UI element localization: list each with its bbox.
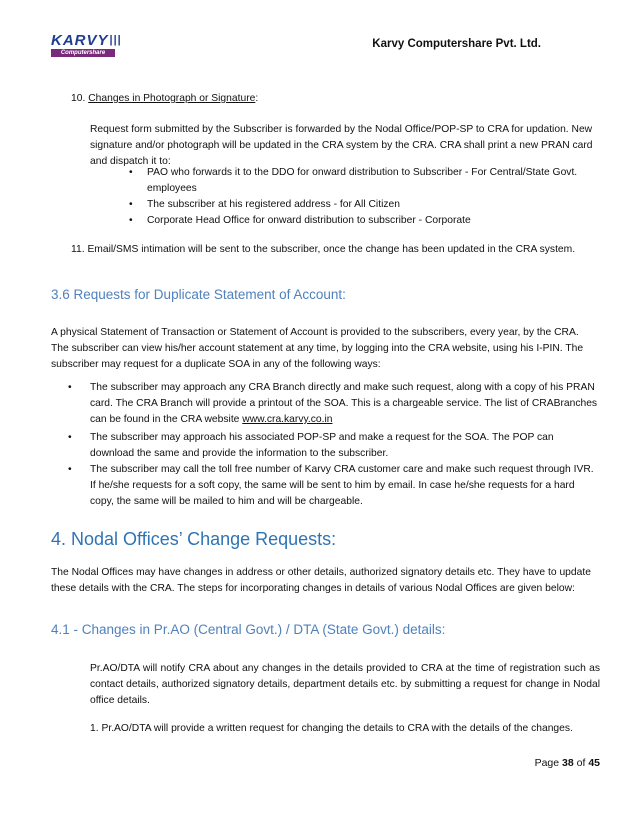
bullet-icon: • [129,199,133,210]
bullet-icon: • [68,432,72,443]
section-4-heading: 4. Nodal Offices’ Change Requests: [51,529,337,549]
item10-body: Request form submitted by the Subscriber is forwarded by the Nodal Office/POP-SP to CRA for updation. New signature and/or photograph will be updated in the CRA system by the CRA. CRA shall print a new PRAN card and dispatch it to: [90,124,593,167]
page-number: 38 [562,757,574,769]
item10-bullet-1: PAO who forwards it to the DDO for onward distribution to Subscriber - For Central/State Govt. employees [147,167,578,194]
page-footer [535,757,600,769]
item10-number: 10. [71,93,86,104]
bullet-1-text: The subscriber may approach any CRA Branch directly and make such request, along with a copy of his PRAN card. The CRA Branch will provide a printout of the SOA. This is a chargeable service. The list of CRABranches can be found in the CRA website [90,382,598,425]
section-3-6-bullet-3: The subscriber may call the toll free number of Karvy CRA customer care and make such request through IVR. If he/she requests for a soft copy, the same will be sent to him by email. In case he/she requests for a hard copy, the same will be mailed to him and will be chargeable. [90,464,594,507]
section-4-1-item-1-text: Pr.AO/DTA will provide a written request for changing the details to CRA with the details of the changes. [101,723,573,734]
section-3-6-bullet-2: The subscriber may approach his associated POP-SP and make a request for the SOA. The POP can download the same and provide the information to the subscriber. [90,432,554,459]
karvy-logo [51,33,127,57]
header-company-name: Karvy Computershare Pvt. Ltd. [372,38,541,50]
section-3-6-bullet-1 [90,380,600,428]
cra-website-link[interactable]: www.cra.karvy.co.in [242,414,333,425]
item10-bullet-3: Corporate Head Office for onward distribution to subscriber - Corporate [147,215,471,226]
logo-bars-icon: ||| [109,34,122,46]
section-4-1-heading: 4.1 - Changes in Pr.AO (Central Govt.) / DTA (State Govt.) details: [51,622,446,637]
logo-subtext: Computershare [51,49,115,57]
item10-title: Changes in Photograph or Signature [88,93,256,104]
logo-text: KARVY [51,32,109,49]
item10-heading [71,91,258,107]
section-3-6-intro: A physical Statement of Transaction or Statement of Account is provided to the subscribers, every year, by the CRA. The subscriber can view his/her account statement at any time, by logging into the CRA website, using his I-PIN. The subscriber may request for a duplicate SOA in any of the following ways: [51,327,584,370]
section-4-1-item-1 [90,721,610,737]
bullet-icon: • [129,215,133,226]
item10-colon: : [255,93,259,104]
page-label: Page [534,757,560,769]
item10-bullet-2: The subscriber at his registered address - for All Citizen [147,199,400,210]
total-pages: 45 [588,757,600,769]
bullet-icon: • [129,167,133,178]
bullet-icon: • [68,382,72,393]
item11 [71,242,611,258]
section-4-1-item-1-number: 1. [90,723,99,734]
item11-number: 11. [71,244,85,255]
section-3-6-heading: 3.6 Requests for Duplicate Statement of Account: [51,287,346,302]
of-label: of [576,757,586,769]
bullet-icon: • [68,464,72,475]
section-4-1-paragraph: Pr.AO/DTA will notify CRA about any changes in the details provided to CRA at the time of registration such as contact details, authorized signatory details, department details etc. by submitting a request for change in Nodal office details. [90,663,600,706]
item11-text: Email/SMS intimation will be sent to the subscriber, once the change has been updated in the CRA system. [87,244,576,255]
section-4-intro: The Nodal Offices may have changes in address or other details, authorized signatory details etc. They have to update these details with the CRA. The steps for incorporating changes in details of various Nodal Offices are given below: [51,567,591,594]
